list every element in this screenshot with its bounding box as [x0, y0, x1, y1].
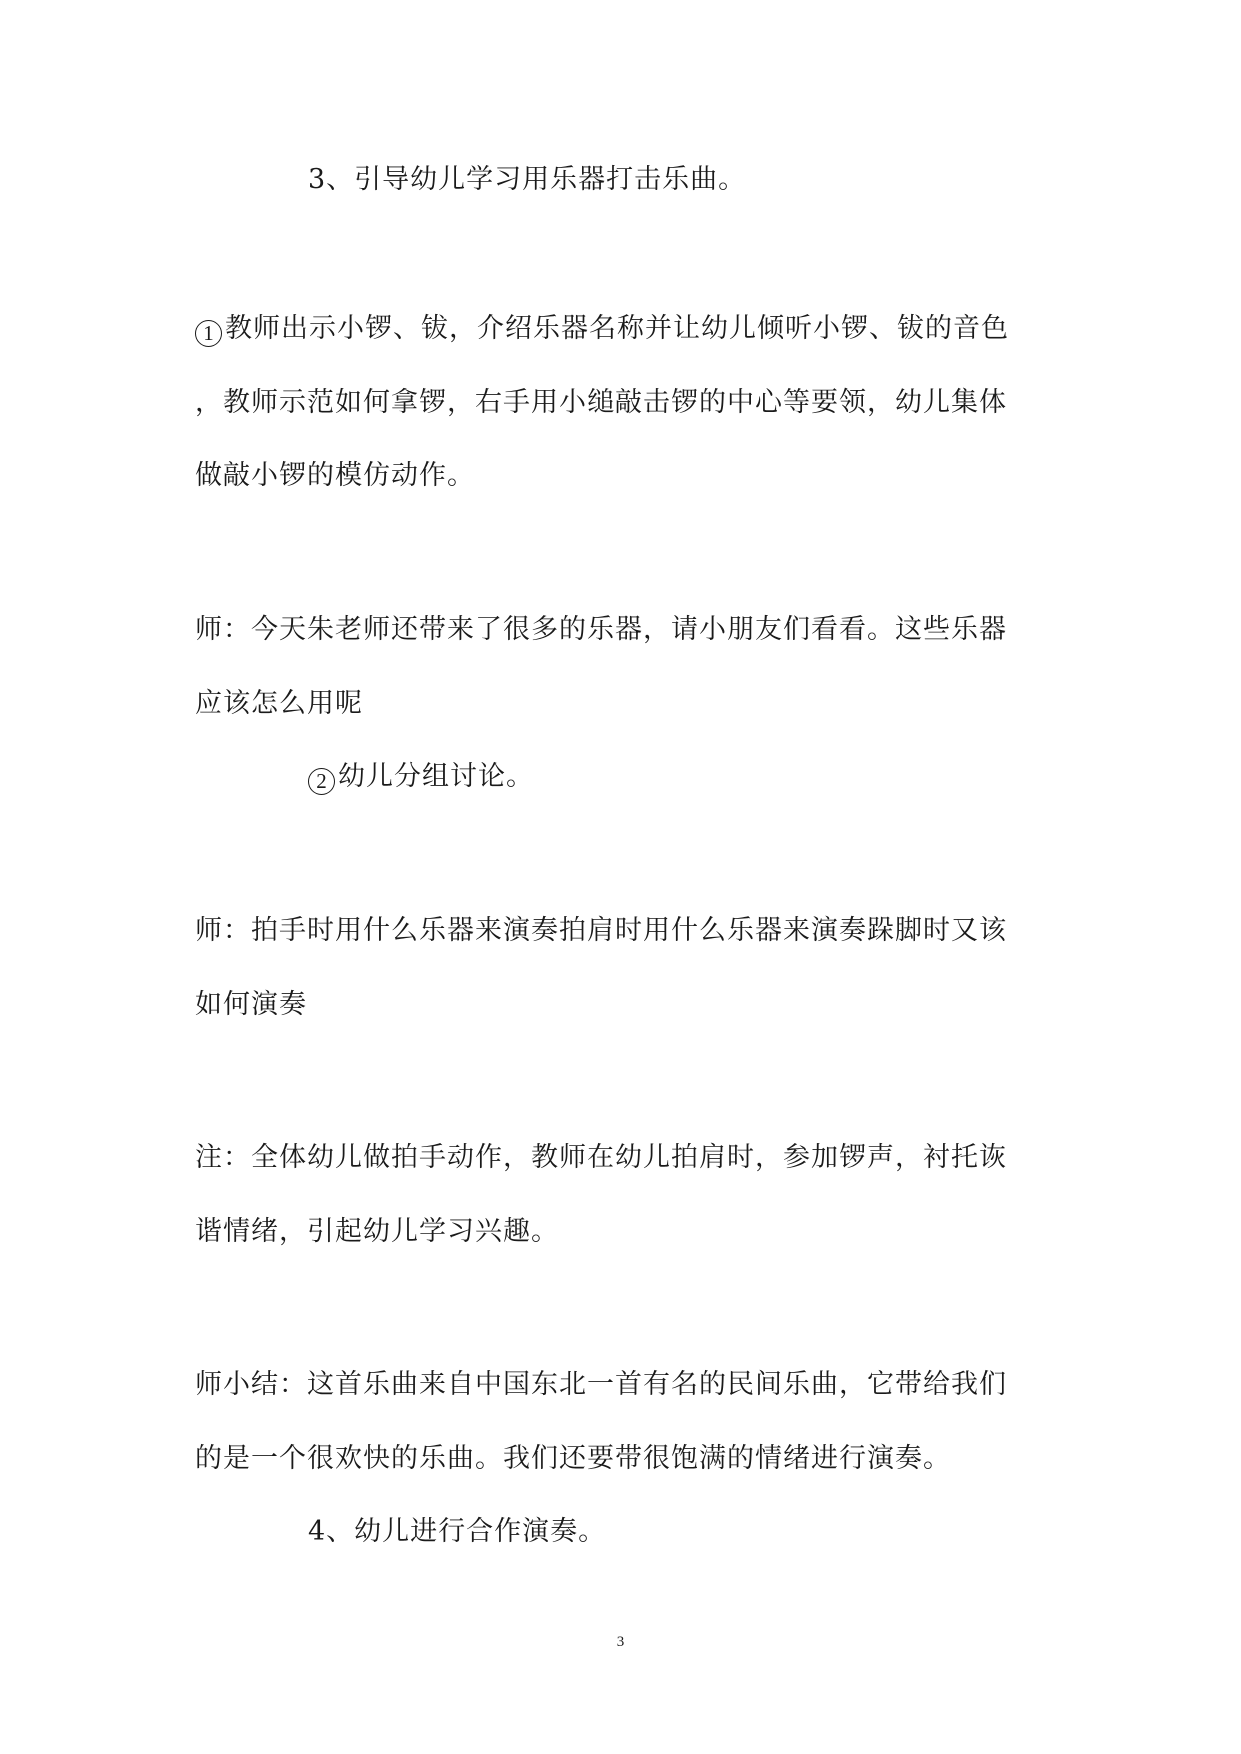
page-number: 3 [616, 1634, 625, 1650]
step-3-heading: 3、引导幼儿学习用乐器打击乐曲。 [308, 164, 747, 195]
teacher-summary-line-1: 师小结：这首乐曲来自中国东北一首有名的民间乐曲，它带给我们 [195, 1369, 1007, 1400]
note-line-2: 谐情绪，引起幼儿学习兴趣。 [195, 1216, 559, 1247]
teacher-summary-line-2: 的是一个很欢快的乐曲。我们还要带很饱满的情绪进行演奏。 [195, 1443, 951, 1474]
item-1-line-3: 做敲小锣的模仿动作。 [195, 460, 475, 491]
step-4-heading: 4、幼儿进行合作演奏。 [308, 1516, 607, 1547]
item-1-text-1: 教师出示小锣、钹，介绍乐器名称并让幼儿倾听小锣、钹的音色 [225, 313, 1009, 344]
note-line-1: 注：全体幼儿做拍手动作，教师在幼儿拍肩时，参加锣声，衬托诙 [195, 1142, 1007, 1173]
item-2-text: 幼儿分组讨论。 [338, 761, 534, 792]
circled-number-2: 2 [308, 768, 335, 795]
item-2-line [308, 760, 534, 795]
item-1-line-1 [195, 312, 1009, 347]
teacher-question-2-line-1: 师：拍手时用什么乐器来演奏拍肩时用什么乐器来演奏跺脚时又该 [195, 915, 1007, 946]
circled-number-1: 1 [195, 320, 222, 347]
teacher-question-1-line-1: 师：今天朱老师还带来了很多的乐器，请小朋友们看看。这些乐器 [195, 614, 1007, 645]
teacher-question-1-line-2: 应该怎么用呢 [195, 688, 363, 719]
item-1-line-2: ，教师示范如何拿锣，右手用小缒敲击锣的中心等要领，幼儿集体 [195, 387, 1007, 418]
teacher-question-2-line-2: 如何演奏 [195, 989, 307, 1020]
